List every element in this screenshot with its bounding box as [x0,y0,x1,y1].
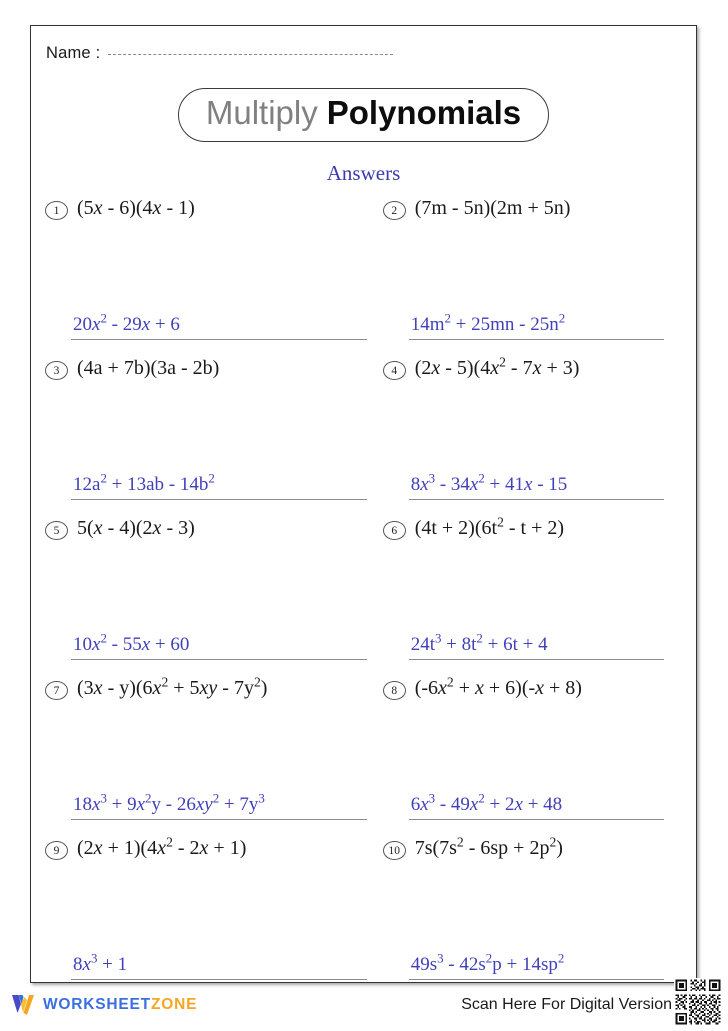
answer-text: $8x^3 + 1$ [73,950,128,975]
qr-code-icon[interactable] [674,978,722,1026]
answer-block [71,950,367,980]
problem-row [45,836,686,996]
problem-number: 5 [45,521,68,540]
problem-number: 7 [45,681,68,700]
worksheet-title-pill [178,88,549,142]
problem-number: 1 [45,201,68,220]
problem-number: 2 [383,201,406,220]
question-line [45,196,377,221]
question-text: $(4t + 2)(6t^2 - t + 2)$ [414,514,565,539]
name-row [46,44,606,63]
problem-row [45,356,686,516]
answer-rule[interactable] [71,819,367,820]
answer-block [409,790,664,820]
answer-text: $8x^3 - 34x^2 + 41x - 15$ [410,470,568,495]
question-line [383,836,686,861]
answer-rule[interactable] [71,499,367,500]
problem-cell-9 [45,836,383,996]
answer-block [71,470,367,500]
problem-cell-6 [383,516,686,676]
problems-grid [45,196,686,996]
question-line [383,676,686,701]
answer-block [409,310,664,340]
answer-text: $49s^3 - 42s^2p + 14sp^2$ [410,950,565,975]
question-line [383,196,686,221]
question-line [45,676,377,701]
question-text: (4a + 7b)(3a - 2b) [77,357,220,379]
answer-block [409,630,664,660]
problem-cell-7 [45,676,383,836]
brand-name [43,996,197,1014]
answer-text: $18x^3 + 9x^2y - 26xy^2 + 7y^3$ [73,790,265,815]
worksheet-zone-logo-icon [10,993,36,1017]
problem-cell-4 [383,356,686,516]
answer-text: $10x^2 - 55x + 60$ [73,630,190,655]
problem-number: 9 [45,841,68,860]
answer-rule[interactable] [71,339,367,340]
question-text: $(3x - y)(6x^2 + 5xy - 7y^2)$ [77,674,268,699]
page-footer [0,990,728,1029]
title-wrap [31,88,696,142]
question-line [383,516,686,541]
answer-rule[interactable] [71,979,367,980]
answer-text: $12a^2 + 13ab - 14b^2$ [73,470,215,495]
problem-number: 6 [383,521,406,540]
answer-rule[interactable] [409,979,664,980]
answer-rule[interactable] [409,819,664,820]
name-input-line[interactable] [108,53,393,55]
question-text: $7s(7s^2 - 6sp + 2p^2)$ [414,834,563,859]
problem-number: 3 [45,361,68,380]
title-word-multiply: Multiply [205,94,318,131]
answers-caption: Answers [326,161,401,185]
problem-row [45,676,686,836]
answer-text: $14m^2 + 25mn - 25n^2$ [410,310,566,335]
question-line [45,516,377,541]
question-text: 5(x - 4)(2x - 3) [77,517,195,539]
question-text: $(2x - 5)(4x^2 - 7x + 3)$ [414,354,580,379]
worksheet-page [30,25,697,983]
question-line [45,836,377,861]
problem-number: 10 [383,841,406,860]
answer-text: $6x^3 - 49x^2 + 2x + 48$ [410,790,563,815]
answer-block [409,950,664,980]
brand-logo[interactable] [10,993,197,1017]
problem-number: 8 [383,681,406,700]
answer-block [71,790,367,820]
question-text: (5x - 6)(4x - 1) [77,197,195,219]
problem-row [45,196,686,356]
scan-prompt-text: Scan Here For Digital Version [461,996,672,1013]
answer-block [71,310,367,340]
question-line [45,356,377,381]
problem-cell-2 [383,196,686,356]
question-text: $(2x + 1)(4x^2 - 2x + 1)$ [77,834,247,859]
brand-name-second: ZONE [150,996,198,1013]
answer-block [71,630,367,660]
problem-cell-1 [45,196,383,356]
problem-cell-10 [383,836,686,996]
answer-rule[interactable] [409,339,664,340]
problem-cell-8 [383,676,686,836]
answer-rule[interactable] [409,499,664,500]
answer-text: $24t^3 + 8t^2 + 6t + 4$ [410,630,548,655]
brand-name-first: WORKSHEET [43,996,151,1013]
answer-rule[interactable] [71,659,367,660]
question-text: (7m - 5n)(2m + 5n) [414,197,571,219]
problem-cell-5 [45,516,383,676]
title-word-polynomials: Polynomials [326,94,522,131]
problem-row [45,516,686,676]
problem-cell-3 [45,356,383,516]
question-line [383,356,686,381]
name-label: Name : [46,44,101,62]
answer-block [409,470,664,500]
answer-rule[interactable] [409,659,664,660]
problem-number: 4 [383,361,406,380]
question-text: $(-6x^2 + x + 6)(-x + 8)$ [414,674,582,699]
answer-text: $20x^2 - 29x + 6$ [73,310,180,335]
